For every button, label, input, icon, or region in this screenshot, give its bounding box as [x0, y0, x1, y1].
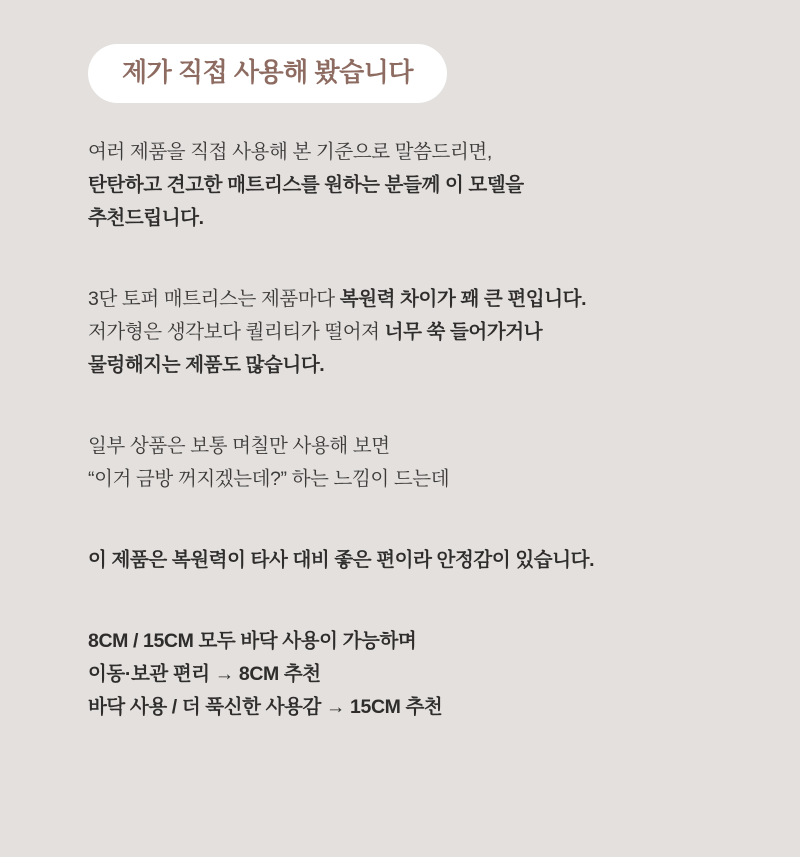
text-line	[88, 463, 728, 496]
text-line	[88, 316, 728, 349]
text-run: 일부 상품은 보통 며칠만 사용해 보면	[88, 435, 390, 457]
text-line	[88, 691, 728, 724]
paragraph-conclusion	[88, 544, 728, 577]
text-line	[88, 169, 728, 202]
text-line	[88, 283, 728, 316]
paragraph-resilience	[88, 283, 728, 382]
section-badge: 제가 직접 사용해 봤습니다	[88, 44, 447, 103]
paragraph-gap	[88, 404, 728, 430]
paragraph-impression	[88, 430, 728, 496]
text-line	[88, 625, 728, 658]
text-line	[88, 658, 728, 691]
text-run: 탄탄하고 견고한 매트리스를 원하는 분들께 이 모델을	[88, 174, 524, 196]
text-run: 3단 토퍼 매트리스는 제품마다	[88, 288, 340, 310]
text-run: 이 제품은 복원력이 타사 대비 좋은 편이라 안정감이 있습니다.	[88, 549, 595, 571]
text-run: “이거 금방 꺼지겠는데?” 하는 느낌이 드는데	[88, 468, 450, 490]
text-run: 바닥 사용 / 더 푹신한 사용감 → 15CM 추천	[88, 696, 443, 718]
paragraph-intro	[88, 136, 728, 235]
text-line	[88, 136, 728, 169]
text-line	[88, 349, 728, 382]
text-run: 복원력 차이가 꽤 큰 편입니다.	[339, 288, 587, 310]
paragraph-recommendation	[88, 625, 728, 724]
text-line	[88, 202, 728, 235]
text-run: 추천드립니다.	[88, 207, 204, 229]
text-run: 물렁해지는 제품도 많습니다.	[88, 354, 325, 376]
text-run: 저가형은 생각보다 퀄리티가 떨어져	[88, 321, 385, 343]
section-badge-container	[88, 44, 447, 103]
text-run: 8CM / 15CM 모두 바닥 사용이 가능하며	[88, 630, 417, 652]
text-run: 너무 쑥 들어가거나	[384, 321, 543, 343]
text-run: 이동·보관 편리 → 8CM 추천	[88, 663, 321, 685]
text-line	[88, 544, 728, 577]
paragraph-gap	[88, 599, 728, 625]
promo-body	[88, 136, 728, 724]
text-line	[88, 430, 728, 463]
paragraph-gap	[88, 518, 728, 544]
text-run: 여러 제품을 직접 사용해 본 기준으로 말씀드리면,	[88, 141, 492, 163]
paragraph-gap	[88, 257, 728, 283]
